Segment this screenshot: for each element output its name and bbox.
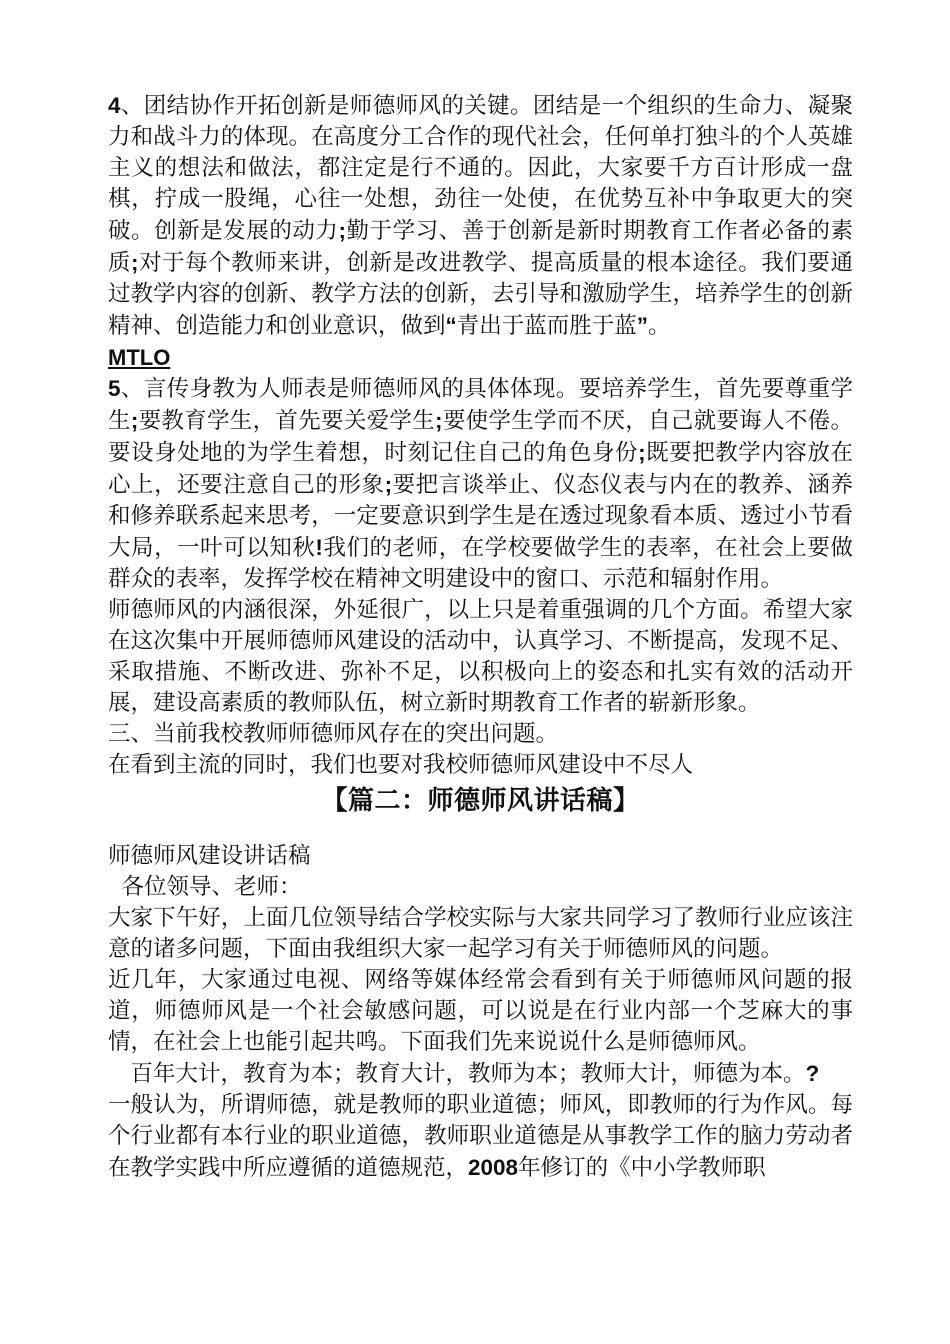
- speech-title: 师德师风建设讲话稿: [108, 843, 311, 869]
- semicolon: ;: [435, 408, 443, 433]
- paragraph-5-text: 、言传身教为人师表是师德师风的具体体现。要培养学生，首先要尊重学生: [108, 376, 853, 434]
- quote-text: 青出于蓝而胜于蓝: [456, 313, 637, 339]
- exclamation: !: [315, 535, 323, 560]
- semicolon: ;: [638, 440, 646, 465]
- paragraph-5-text-6: 我们的老师，在学校要做学生的表率，在社会上要做群众的表率，发挥学校在精神文明建设中的窗口、示范和辐射作用。: [108, 535, 853, 592]
- speech-paragraph-3-text: 百年大计，教育为本；教育大计，教师为本；教师大计，师德为本。: [130, 1061, 806, 1087]
- quote-open: “: [445, 313, 457, 338]
- speech-paragraph-4: [108, 1090, 853, 1184]
- paragraph-4-text-2: 勤于学习、善于创新是新时期教育工作者必备的素质: [108, 218, 853, 276]
- mtlo-label: MTLO: [108, 345, 171, 370]
- paragraph-4: [108, 90, 853, 342]
- paragraph-4-end: 。: [648, 313, 671, 339]
- paragraph-5-text-3: 要使学生学而不厌，自己就要诲人不倦。要设身处地的为学生着想，时刻记住自己的角色身份: [108, 408, 853, 466]
- semicolon: ;: [384, 472, 393, 497]
- paragraph-5-text-2: 要教育学生，首先要关爱学生: [138, 408, 436, 434]
- speech-paragraph-1: 大家下午好，上面几位领导结合学校实际与大家共同学习了教师行业应该注意的诸多问题，下面由我组织大家一起学习有关于师德师风的问题。: [108, 905, 853, 962]
- document-body: [108, 90, 853, 1184]
- speech-paragraph-4-end: 年修订的《中小学教师职: [518, 1155, 766, 1181]
- semicolon: ;: [131, 250, 139, 275]
- paragraph-4-text: 、团结协作开拓创新是师德师风的关键。团结是一个组织的生命力、凝聚力和战斗力的体现。在高度分工合作的现代社会，任何单打独斗的个人英雄主义的想法和做法，都注定是行不通的。因此，大家要千方百计形成一盘棋，拧成一股绳，心往一处想，劲往一处使，在优势互补中争取更大的突破。创新是发展的动力: [108, 93, 853, 244]
- item-number-5: 5: [108, 376, 121, 401]
- paragraph-5-text-5: 要把言谈举止、仪态仪表与内在的教养、涵养和修养联系起来思考，一定要意识到学生是在透过现象看本质、透过小节看大局，一叶可以知秋: [108, 472, 853, 561]
- item-number-4: 4: [108, 93, 121, 118]
- semicolon: ;: [338, 218, 346, 243]
- section-heading: 【篇二：师德师风讲话稿】: [321, 786, 640, 816]
- quote-close: ”: [636, 313, 649, 338]
- speech-paragraph-3: [108, 1058, 853, 1090]
- section-three-title: 三、当前我校教师师德师风存在的突出问题。: [108, 721, 559, 747]
- question-mark: ?: [805, 1061, 820, 1086]
- speech-paragraph-2: 近几年，大家通过电视、网络等媒体经常会看到有关于师德师风问题的报道，师德师风是一个社会敏感问题，可以说是在行业内部一个芝麻大的事情，在社会上也能引起共鸣。下面我们先来说说什么是师德师风。: [108, 967, 853, 1055]
- paragraph-4-text-3: 对于每个教师来讲，创新是改进教学、提高质量的根本途径。我们要通过教学内容的创新、教学方法的创新，去引导和激励学生，培养学生的创新精神、创造能力和创业意识，做到: [108, 250, 853, 339]
- paragraph-5: [108, 373, 853, 595]
- speech-paragraph-4-text: 一般认为，所谓师德，就是教师的职业道德；师风，即教师的行为作风。每个行业都有本行业的职业道德，教师职业道德是从事教学工作的脑力劳动者在教学实践中所应遵循的道德规范，: [108, 1092, 853, 1181]
- paragraph-summary: 师德师风的内涵很深，外延很广，以上只是着重强调的几个方面。希望大家在这次集中开展师德师风建设的活动中，认真学习、不断提高，发现不足、采取措施、不断改进、弥补不足，以积极向上的姿态和扎实有效的活动开展，建设高素质的教师队伍，树立新时期教育工作者的崭新形象。: [108, 597, 853, 716]
- year-2008: 2008: [468, 1155, 519, 1180]
- semicolon: ;: [130, 408, 139, 433]
- paragraph-mainstream: 在看到主流的同时，我们也要对我校师德师风建设中不尽人: [108, 752, 694, 778]
- paragraph-5-text-4: 既要把教学内容放在心上，还要注意自己的形象: [108, 440, 853, 498]
- salutation: 各位领导、老师：: [121, 874, 302, 900]
